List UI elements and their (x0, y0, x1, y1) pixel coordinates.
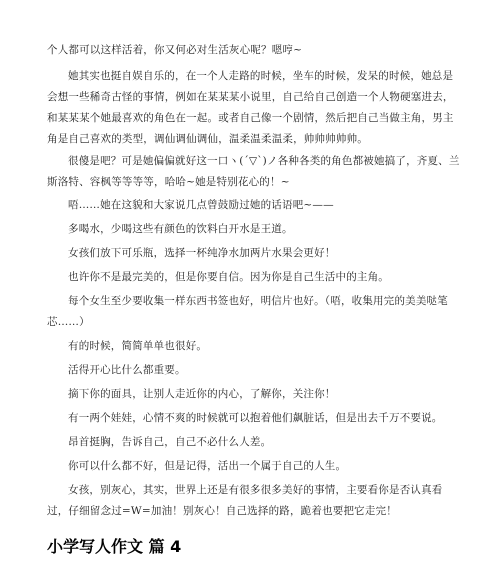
paragraph-8: 每个女生至少要收集一样东西书签也好，明信片也好。（唔，收集用完的美美哒笔芯……） (47, 295, 448, 328)
paragraph-7: 也许你不是最完美的，但是你要自信。因为你是自己生活中的主角。 (68, 271, 389, 283)
paragraph-13: 昂首挺胸，告诉自己，自己不必什么人差。 (68, 436, 272, 448)
paragraph-11: 摘下你的面具，让别人走近你的内心，了解你，关注你！ (68, 388, 336, 400)
paragraph-5: 多喝水，少喝这些有颜色的饮料白开水是王道。 (68, 223, 293, 235)
paragraph-10: 活得开心比什么都重要。 (68, 364, 186, 376)
paragraph-14: 你可以什么都不好，但是记得，活出一个属于自己的人生。 (68, 460, 347, 472)
paragraph-2: 她其实也挺自娱自乐的，在一个人走路的时候，坐车的时候，发呆的时候，她总是会想一些稀奇古怪的事情，例如在某某某小说里，自己给自己创造一个人物硬塞进去，和某某某个她最喜欢的角色在一起。或者自己像一个剧情，然后把自己当做主角，男主角是自己喜欢的类型，调仙调仙调仙，温柔温柔温柔，帅帅帅帅帅。 (47, 70, 454, 145)
paragraph-4: 唔……她在这貌和大家说几点曾鼓励过她的话语吧~—— (68, 199, 334, 211)
paragraph-15: 女孩，别灰心，其实，世界上还是有很多很多美好的事情，主要看你是否认真看过，仔细留念过=W=加油！别灰心！自己选择的路，跪着也要把它走完！ (47, 484, 443, 517)
paragraph-3: 很傻是吧？可是她偏偏就好这一口ヽ(ˊ▽ˋ)ノ各种各类的角色都被她搞了，齐夏、兰斯洛特、容枫等等等等，哈哈~她是特别花心的！~ (47, 155, 460, 188)
paragraph-12: 有一两个娃娃，心情不爽的时候就可以抱着他们飙脏话，但是出去千万不要说。 (68, 412, 443, 424)
paragraph-6: 女孩们放下可乐瓶，选择一杯纯净水加两片水果会更好！ (68, 247, 336, 259)
paragraph-1: 个人都可以这样活着，你又何必对生活灰心呢？嗯哼~ (47, 44, 303, 56)
paragraph-9: 有的时候，简简单单也很好。 (68, 340, 208, 352)
section-heading: 小学写人作文 篇 4 (47, 537, 182, 556)
